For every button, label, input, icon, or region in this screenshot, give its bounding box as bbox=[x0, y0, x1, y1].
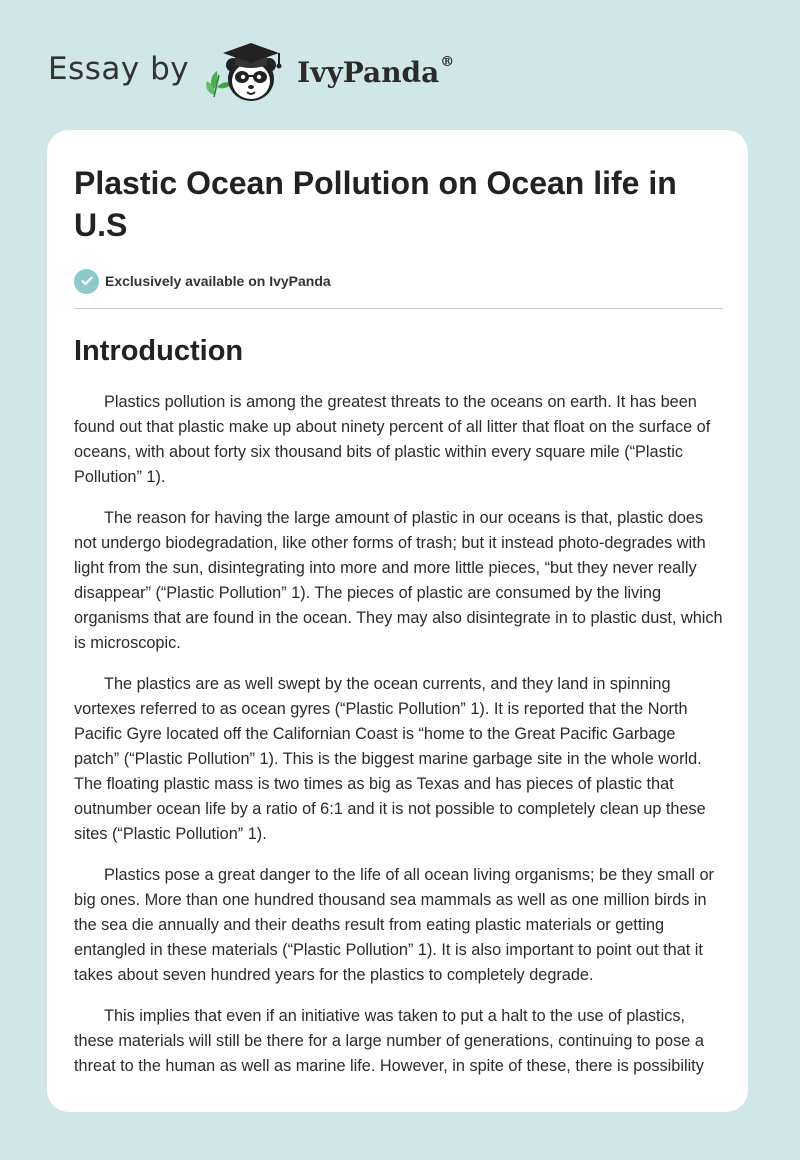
brand-prefix: Essay by bbox=[48, 51, 190, 87]
brand-name: IvyPanda® bbox=[297, 53, 455, 89]
brand-header[interactable] bbox=[48, 36, 454, 106]
paragraph: This implies that even if an initiative was taken to put a halt to the use of plastics, these materials will still be there for a large number of generations, continuing to pose a threat to the human as well as marine life. However, in spite of these, there is possibility bbox=[74, 1007, 704, 1075]
essay-body bbox=[74, 390, 723, 1079]
divider bbox=[74, 308, 723, 309]
check-circle-icon bbox=[74, 269, 99, 294]
paragraph: Plastics pollution is among the greatest threats to the oceans on earth. It has been found out that plastic make up about ninety percent of all litter that float on the surface of oceans, with about forty six thousand bits of plastic within every square mile (“Plastic Pollution” 1). bbox=[74, 393, 711, 486]
badge-label: Exclusively available on IvyPanda bbox=[105, 273, 331, 289]
essay-title: Plastic Ocean Pollution on Ocean life in U.S bbox=[74, 165, 677, 243]
essay-card bbox=[47, 130, 748, 1112]
paragraph: The plastics are as well swept by the ocean currents, and they land in spinning vortexes referred to as ocean gyres (“Plastic Pollution” 1). It is reported that the North Pacific Gyre located off the Californian Coast is “home to the Great Pacific Garbage patch” (“Plastic Pollution” 1). This is the biggest marine garbage site in the whole world. The floating plastic mass is two times as big as Texas and has pieces of plastic that outnumber ocean life by a ratio of 6:1 and it is not possible to completely clean up these sites (“Plastic Pollution” 1). bbox=[74, 675, 706, 843]
essay-content bbox=[74, 162, 723, 1095]
paragraph: Plastics pose a great danger to the life of all ocean living organisms; be they small or big ones. More than one hundred thousand sea mammals as well as one million birds in the sea die annually and their deaths result from eating plastic materials or getting entangled in these materials (“Plastic Pollution” 1). It is also important to point out that it takes about seven hundred years for the plastics to completely degrade. bbox=[74, 866, 714, 984]
registered-mark: ® bbox=[440, 53, 455, 70]
panda-graduate-icon bbox=[203, 35, 295, 107]
section-heading: Introduction bbox=[74, 335, 244, 367]
paragraph: The reason for having the large amount of plastic in our oceans is that, plastic does not undergo biodegradation, like other forms of trash; but it instead photo-degrades with light from the sun, disintegrating into more and more little pieces, “but they never really disappear” (“Plastic Pollution” 1). The pieces of plastic are consumed by the living organisms that are found in the ocean. They may also disintegrate in to plastic dust, which is microscopic. bbox=[74, 509, 723, 652]
exclusive-badge bbox=[74, 268, 723, 294]
